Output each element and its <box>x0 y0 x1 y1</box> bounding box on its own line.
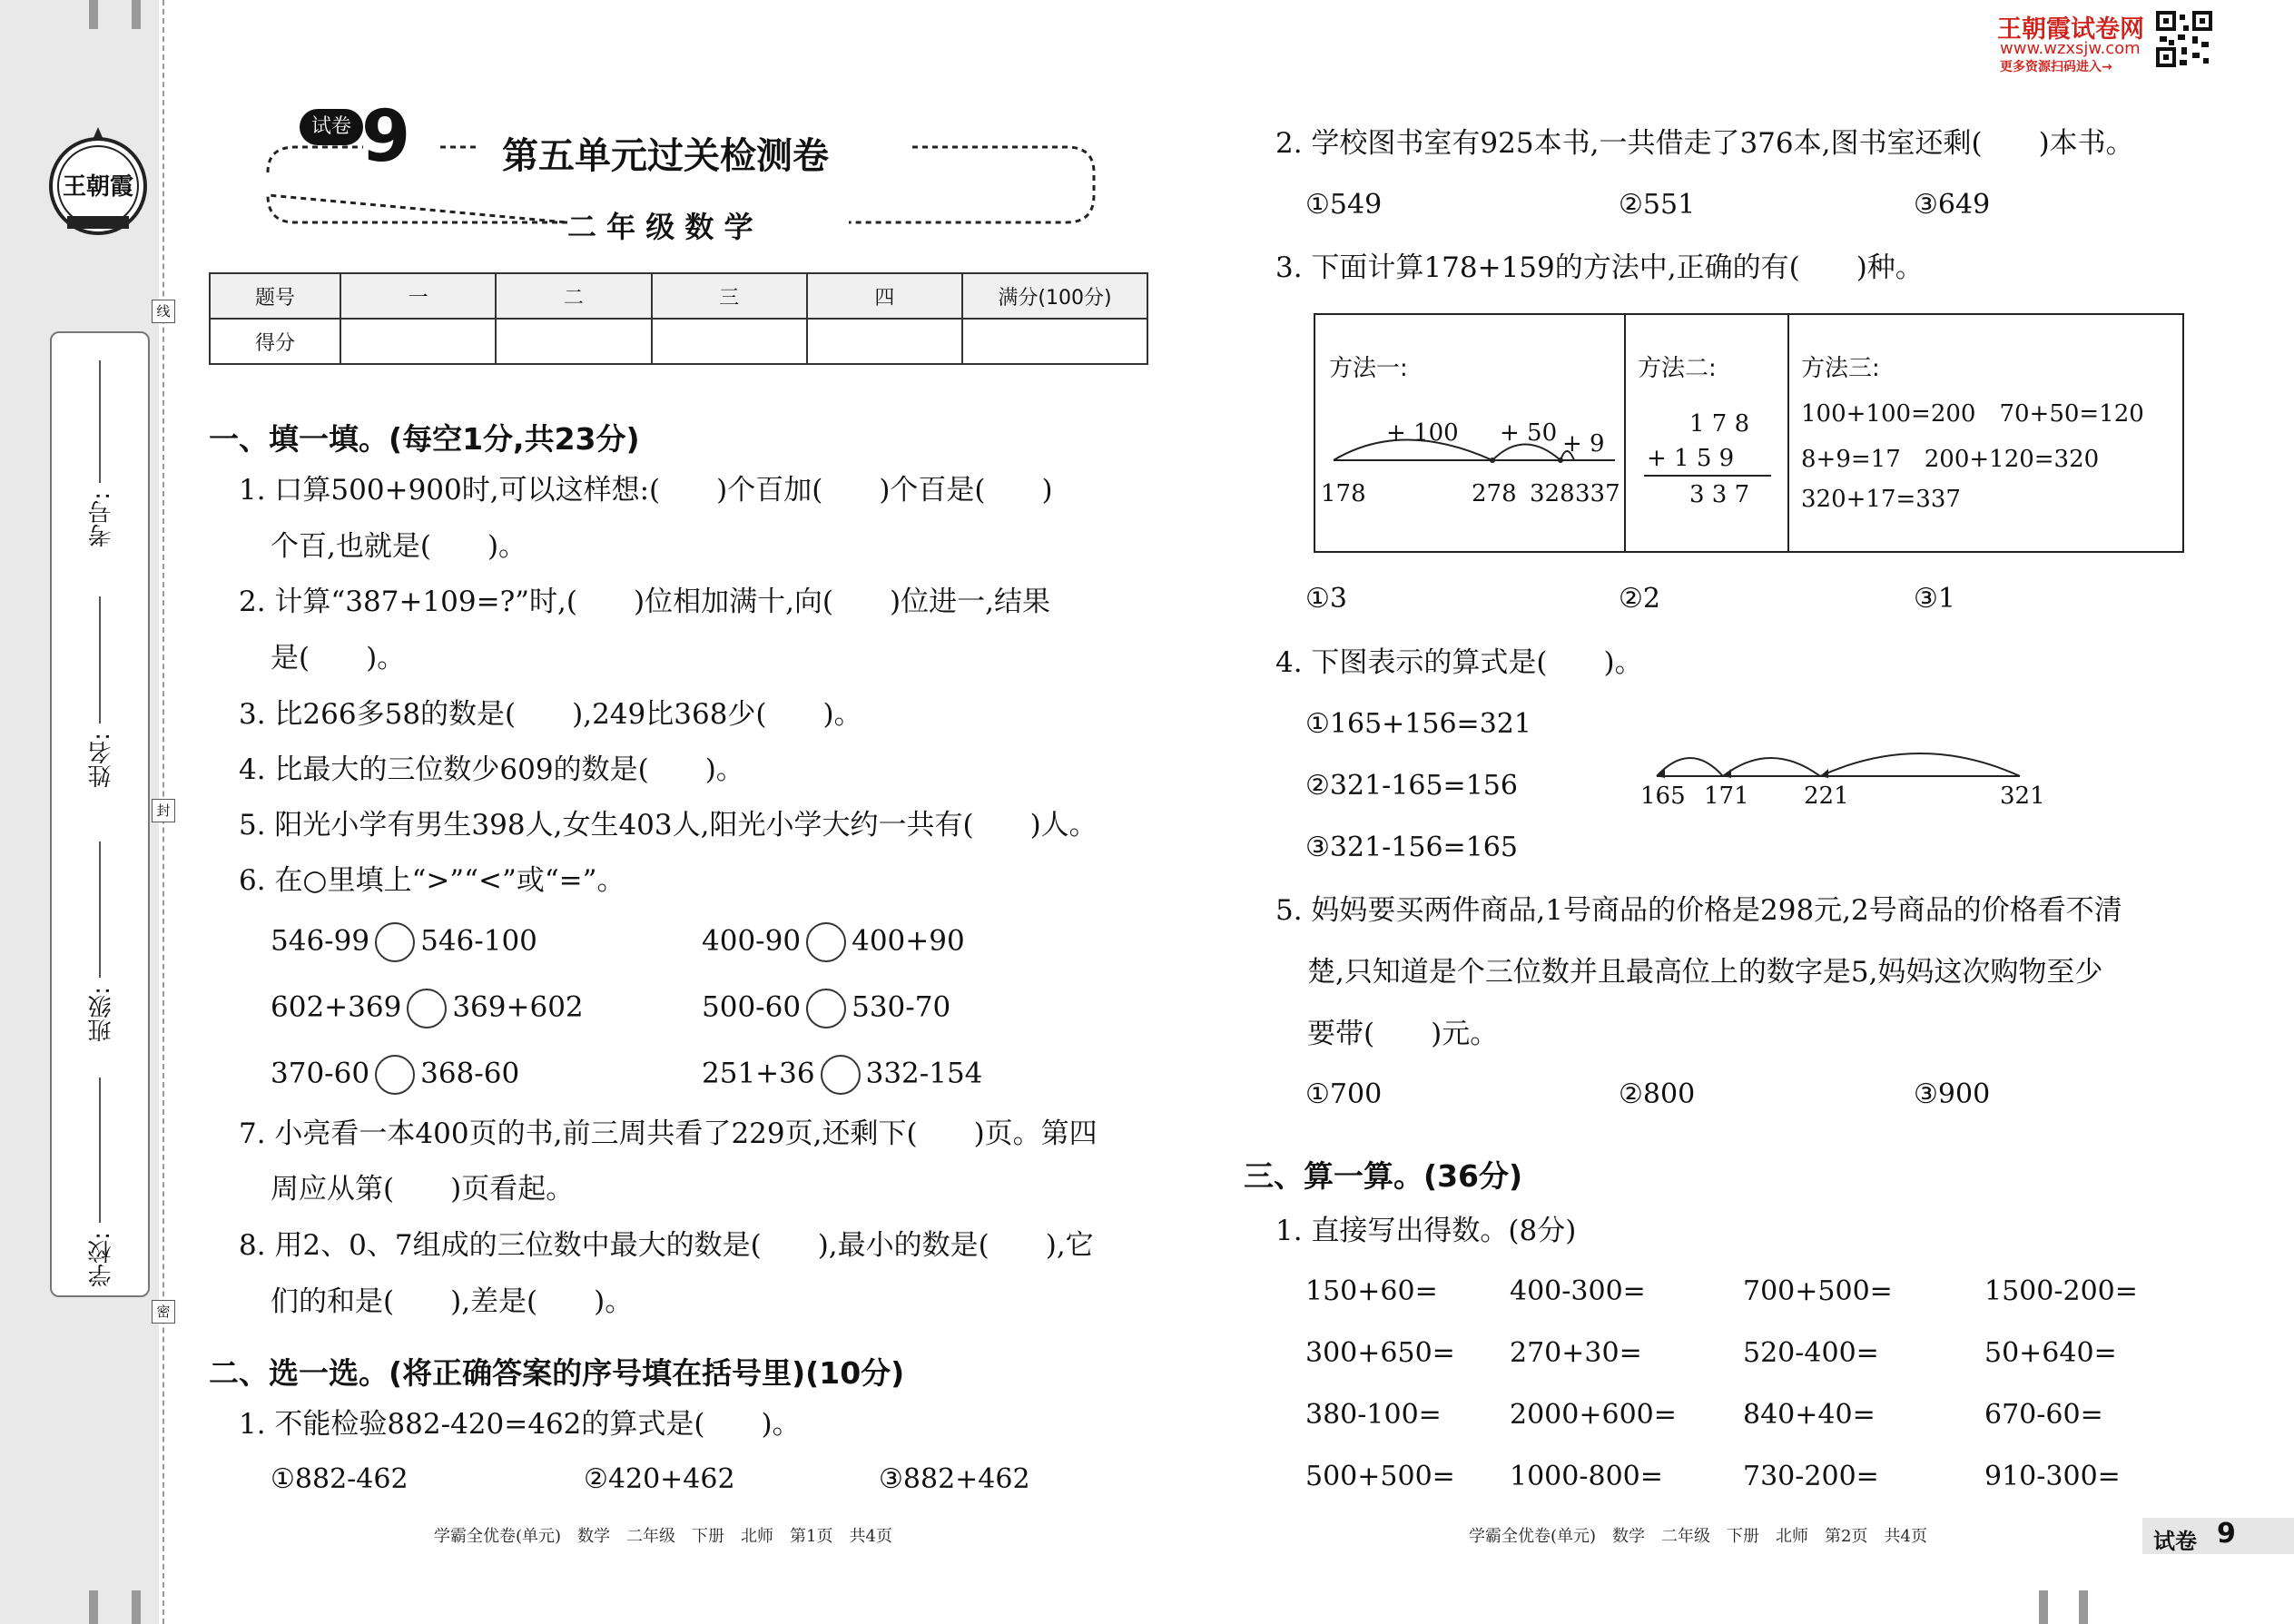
score-header-cell: 题号 <box>210 273 340 319</box>
question-1-8: 8. 用2、0、7组成的三位数中最大的数是( ),最小的数是( ),它 <box>239 1229 1094 1262</box>
vertical-calc-rule <box>1644 475 1771 477</box>
name-label: 姓名: <box>88 733 115 788</box>
option-2-4-c[interactable]: ③321-156=165 <box>1305 832 1518 863</box>
option-2-1-c[interactable]: ③882+462 <box>879 1463 1030 1495</box>
left-footer: 学霸全优卷(单元) 数学 二年级 下册 北师 第1页 共4页 <box>434 1527 892 1546</box>
question-1-4: 4. 比最大的三位数少609的数是( )。 <box>239 753 744 786</box>
question-1-6: 6. 在○里填上“>”“<”或“=”。 <box>239 864 625 897</box>
score-table-row <box>210 319 1147 364</box>
compare-item <box>271 922 537 962</box>
compare-left: 370-60 <box>271 1057 370 1090</box>
line-point-label: 221 <box>1804 782 1849 810</box>
compare-left: 500-60 <box>702 990 802 1024</box>
option-2-2-a[interactable]: ①549 <box>1305 189 1383 221</box>
question-2-4: 4. 下图表示的算式是( )。 <box>1275 646 1643 679</box>
number-field[interactable] <box>99 360 101 483</box>
corner-number: 9 <box>2217 1518 2236 1550</box>
point-label: 337 <box>1575 480 1620 507</box>
method-box <box>1314 313 2184 553</box>
score-header-cell: 四 <box>807 273 962 319</box>
calc-item[interactable]: 840+40= <box>1743 1399 1876 1431</box>
compare-circle[interactable] <box>407 989 447 1029</box>
calc-item[interactable]: 300+650= <box>1305 1337 1455 1369</box>
brand-name: 王朝霞试卷网 <box>1997 15 2144 44</box>
calc-item[interactable]: 700+500= <box>1743 1275 1893 1307</box>
line-point-label: 321 <box>2000 782 2045 810</box>
score-cell[interactable] <box>652 319 807 364</box>
name-field[interactable] <box>99 596 101 723</box>
svg-text:王朝霞: 王朝霞 <box>62 173 134 201</box>
compare-right: 530-70 <box>852 990 951 1024</box>
question-1-2-cont: 是( )。 <box>271 642 406 674</box>
method-1-title: 方法一: <box>1329 355 1408 382</box>
compare-left: 251+36 <box>702 1057 815 1090</box>
vertical-calc-row: 3 3 7 <box>1689 481 1750 508</box>
question-2-1: 1. 不能检验882-420=462的算式是( )。 <box>239 1408 801 1441</box>
compare-right: 400+90 <box>852 924 965 958</box>
option-2-1-a[interactable]: ①882-462 <box>271 1463 409 1495</box>
page-title: 第五单元过关检测卷 <box>502 135 829 177</box>
score-table-header <box>210 273 1147 319</box>
score-cell[interactable] <box>962 319 1147 364</box>
vertical-calc-row: 1 7 8 <box>1689 410 1750 438</box>
calc-item[interactable]: 520-400= <box>1743 1337 1879 1369</box>
option-2-1-b[interactable]: ②420+462 <box>584 1463 735 1495</box>
jump-label: + 9 <box>1562 430 1605 458</box>
compare-left: 546-99 <box>271 924 370 958</box>
seal-mark-seal: 封 <box>152 799 175 822</box>
compare-left: 602+369 <box>271 990 402 1024</box>
binding-strip <box>0 0 171 1624</box>
jump-label: + 100 <box>1386 419 1459 447</box>
publisher-logo <box>44 127 153 245</box>
seal-mark-secret: 密 <box>152 1300 175 1324</box>
method-divider <box>1787 315 1789 551</box>
option-2-3-c[interactable]: ③1 <box>1914 583 1955 615</box>
compare-right: 546-100 <box>420 924 537 958</box>
score-header-cell: 三 <box>652 273 807 319</box>
calc-item[interactable]: 730-200= <box>1743 1461 1879 1492</box>
calc-item[interactable]: 1000-800= <box>1510 1461 1663 1492</box>
compare-circle[interactable] <box>375 1055 415 1095</box>
top-tick-marks <box>132 0 141 29</box>
question-2-3: 3. 下面计算178+159的方法中,正确的有( )种。 <box>1275 251 1924 284</box>
bottom-tick-marks <box>89 1590 98 1624</box>
question-2-5-cont: 楚,只知道是个三位数并且最高位上的数字是5,妈妈这次购物至少 <box>1307 956 2103 989</box>
seal-mark-line: 线 <box>152 300 175 323</box>
vertical-calc-row: + 1 5 9 <box>1647 445 1735 472</box>
score-cell[interactable] <box>496 319 651 364</box>
question-1-1: 1. 口算500+900时,可以这样想:( )个百加( )个百是( ) <box>239 474 1053 507</box>
calc-item[interactable]: 380-100= <box>1305 1399 1442 1431</box>
calc-item[interactable]: 270+30= <box>1510 1337 1642 1369</box>
compare-item <box>271 989 584 1029</box>
score-cell[interactable] <box>807 319 962 364</box>
school-label: 学校: <box>88 1232 115 1287</box>
class-label: 班级: <box>88 987 115 1042</box>
method-3-title: 方法三: <box>1801 355 1880 382</box>
calc-item[interactable]: 1500-200= <box>1984 1275 2138 1307</box>
question-1-7: 7. 小亮看一本400页的书,前三周共看了229页,还剩下( )页。第四 <box>239 1117 1098 1150</box>
point-label: 178 <box>1321 480 1366 507</box>
option-2-4-b[interactable]: ②321-165=156 <box>1305 770 1518 802</box>
compare-circle[interactable] <box>375 922 415 962</box>
score-row-label: 得分 <box>210 319 340 364</box>
line-point-label: 171 <box>1704 782 1749 810</box>
jump-label: + 50 <box>1500 419 1558 447</box>
compare-left: 400-90 <box>702 924 802 958</box>
question-2-5-cont: 要带( )元。 <box>1307 1018 1499 1050</box>
calc-item[interactable]: 500+500= <box>1305 1461 1455 1492</box>
compare-circle[interactable] <box>821 1055 861 1095</box>
question-1-8-cont: 们的和是( ),差是( )。 <box>271 1285 634 1318</box>
compare-item <box>271 1055 519 1095</box>
method-2-title: 方法二: <box>1638 355 1717 382</box>
number-label: 考号: <box>88 492 115 547</box>
score-table <box>209 272 1148 365</box>
compare-circle[interactable] <box>806 989 846 1029</box>
brand-url: www.wzxsjw.com <box>2000 39 2141 58</box>
corner-label: 试卷 <box>2153 1529 2197 1554</box>
section-2-title: 二、选一选。(将正确答案的序号填在括号里)(10分) <box>209 1355 905 1391</box>
score-cell[interactable] <box>340 319 496 364</box>
line-point-label: 165 <box>1640 782 1686 810</box>
exam-number: 9 <box>361 96 411 178</box>
question-1-1-cont: 个百,也就是( )。 <box>271 530 527 563</box>
option-2-3-a[interactable]: ①3 <box>1305 583 1347 615</box>
method-3-line: 8+9=17 200+120=320 <box>1801 446 2100 473</box>
score-header-cell: 满分(100分) <box>962 273 1147 319</box>
brand-scan-hint: 更多资源扫码进入→ <box>2000 60 2112 74</box>
score-header-cell: 一 <box>340 273 496 319</box>
question-1-3: 3. 比266多58的数是( ),249比368少( )。 <box>239 698 862 731</box>
calc-item[interactable]: 400-300= <box>1510 1275 1646 1307</box>
bottom-tick-marks <box>132 1590 141 1624</box>
calc-item[interactable]: 50+640= <box>1984 1337 2117 1369</box>
score-header-cell: 二 <box>496 273 651 319</box>
compare-item <box>702 922 965 962</box>
option-2-2-c[interactable]: ③649 <box>1914 189 1991 221</box>
method-divider <box>1624 315 1626 551</box>
option-2-5-b[interactable]: ②800 <box>1619 1078 1696 1110</box>
student-info-panel <box>50 331 150 1297</box>
question-1-7-cont: 周应从第( )页看起。 <box>271 1173 575 1206</box>
calc-item[interactable]: 150+60= <box>1305 1275 1438 1307</box>
option-2-4-a[interactable]: ①165+156=321 <box>1305 708 1531 740</box>
exam-badge: 试卷 <box>300 109 363 145</box>
question-3-1: 1. 直接写出得数。(8分) <box>1275 1215 1577 1247</box>
method-3-line: 320+17=337 <box>1801 486 1961 513</box>
option-2-3-b[interactable]: ②2 <box>1619 583 1660 615</box>
question-2-2: 2. 学校图书室有925本书,一共借走了376本,图书室还剩( )本书。 <box>1275 127 2134 160</box>
compare-right: 369+602 <box>452 990 584 1024</box>
question-1-5: 5. 阳光小学有男生398人,女生403人,阳光小学大约一共有( )人。 <box>239 809 1098 842</box>
qr-code-icon <box>2156 11 2212 67</box>
point-label: 278 <box>1472 480 1517 507</box>
section-3-title: 三、算一算。(36分) <box>1244 1158 1523 1194</box>
calc-item[interactable]: 2000+600= <box>1510 1399 1677 1431</box>
option-2-5-c[interactable]: ③900 <box>1914 1078 1991 1110</box>
calc-item[interactable]: 670-60= <box>1984 1399 2103 1431</box>
question-1-2: 2. 计算“387+109=?”时,( )位相加满十,向( )位进一,结果 <box>239 586 1050 618</box>
point-label: 328 <box>1530 480 1575 507</box>
top-tick-marks <box>89 0 98 29</box>
method-3-line: 100+100=200 70+50=120 <box>1801 400 2144 428</box>
right-footer: 学霸全优卷(单元) 数学 二年级 下册 北师 第2页 共4页 <box>1469 1527 1927 1546</box>
compare-item <box>702 1055 982 1095</box>
calc-item[interactable]: 910-300= <box>1984 1461 2121 1492</box>
option-2-5-a[interactable]: ①700 <box>1305 1078 1383 1110</box>
bottom-tick-marks <box>2039 1590 2048 1624</box>
compare-right: 368-60 <box>420 1057 520 1090</box>
school-field[interactable] <box>99 1078 101 1223</box>
compare-right: 332-154 <box>865 1057 983 1090</box>
question-2-5: 5. 妈妈要买两件商品,1号商品的价格是298元,2号商品的价格看不清 <box>1275 894 2122 927</box>
bottom-tick-marks <box>2079 1590 2088 1624</box>
option-2-2-b[interactable]: ②551 <box>1619 189 1696 221</box>
section-1-title: 一、填一填。(每空1分,共23分) <box>209 421 640 457</box>
question-2-4-number-line <box>1643 740 2033 785</box>
class-field[interactable] <box>99 842 101 978</box>
compare-circle[interactable] <box>806 922 846 962</box>
compare-item <box>702 989 950 1029</box>
page-subtitle: 二 年 级 数 学 <box>567 210 753 244</box>
